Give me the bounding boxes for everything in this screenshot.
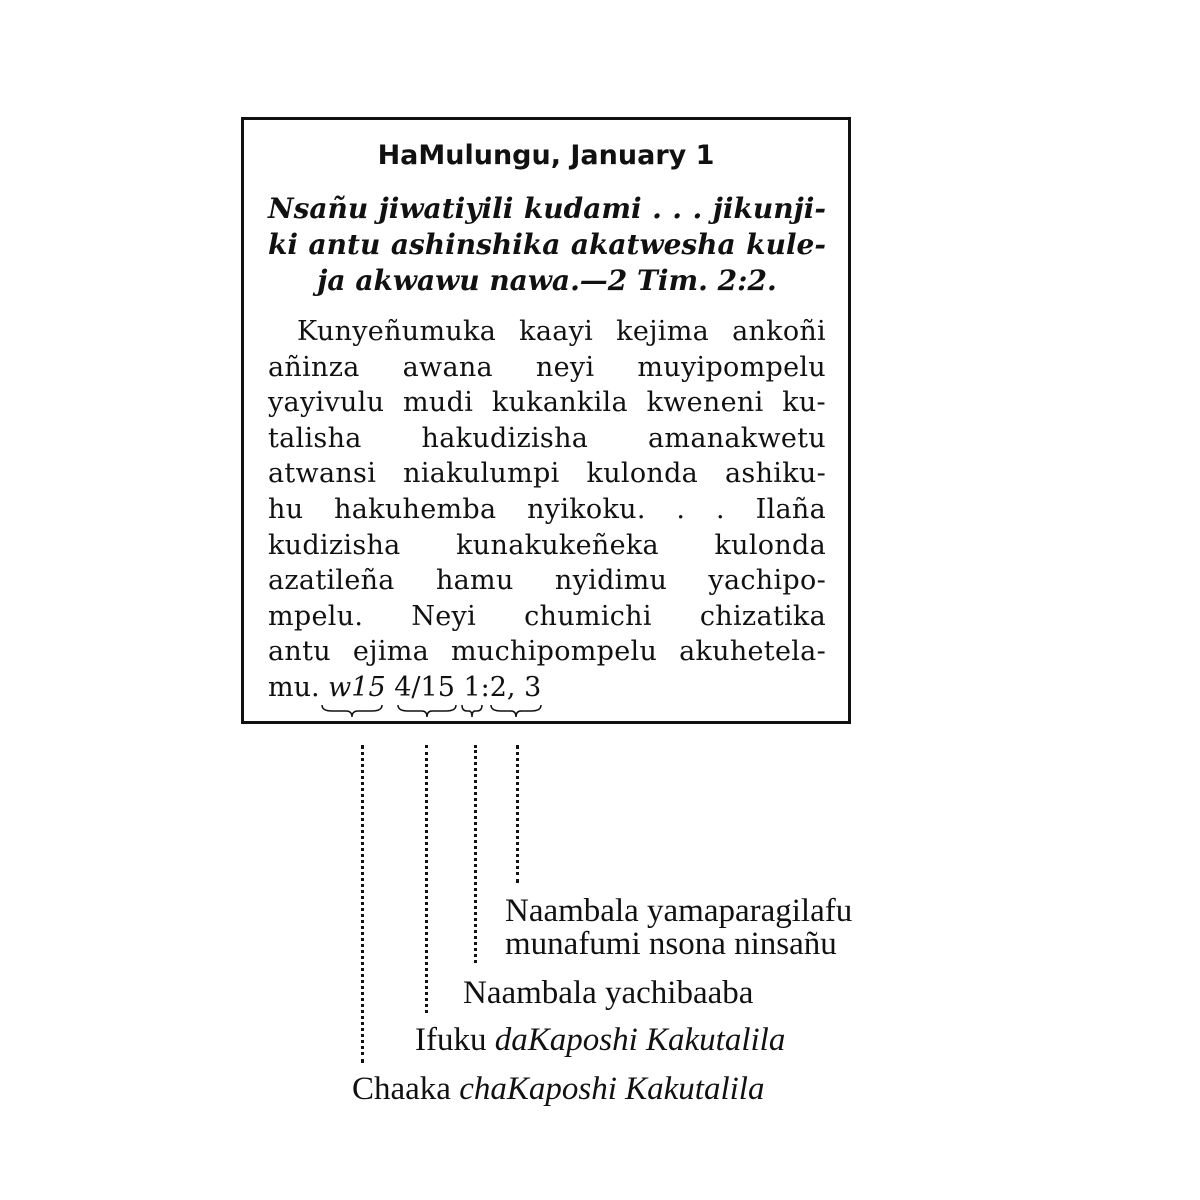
body-line: añinza awana neyi muyipompelu (268, 351, 826, 383)
verse-line: Nsañu jiwatiyili kudami . . . jikunji- (268, 192, 826, 225)
label-text: Ifuku (415, 1022, 487, 1058)
dotted-line-page (474, 745, 477, 963)
body-line: kudizisha kunakukeñeka kulonda (268, 529, 826, 561)
verse-line: ki antu ashinshika akatwesha kule- (268, 228, 826, 261)
body-line: hu hakuhemba nyikoku. . . Ilaña (268, 494, 826, 525)
body-line: azatileña hamu nyidimu yachipo- (268, 565, 826, 597)
dotted-line-year (361, 745, 364, 1063)
brace-publication (322, 705, 382, 717)
dotted-line-paragraphs (516, 745, 519, 883)
label-paragraphs: Naambala yamaparagilafu (505, 893, 853, 929)
label-page: Naambala yachibaaba (463, 975, 754, 1011)
label-text-italic: chaKaposhi Kakutalila (459, 1071, 765, 1107)
ref-publication: w15 (328, 672, 386, 703)
brace-article (462, 705, 482, 717)
label-text: Chaaka (352, 1071, 451, 1107)
date-heading: HaMulungu, January 1 (377, 140, 715, 171)
brace-paragraphs (491, 705, 541, 717)
body-line: atwansi niakulumpi kulonda ashiku- (268, 458, 826, 490)
verse-line: ja akwawu nawa.—2 Tim. 2:2. (317, 264, 777, 297)
body-line: antu ejima muchipompelu akuhetela- (268, 636, 826, 668)
dotted-line-issue (425, 745, 428, 1013)
brace-issue (398, 705, 456, 717)
label-paragraphs-2: munafumi nsona ninsañu (505, 926, 837, 962)
body-line: yayivulu mudi kukankila kweneni ku- (268, 387, 826, 419)
ref-issue: 4/15 (394, 672, 455, 703)
label-text-italic: daKaposhi Kakutalila (494, 1022, 786, 1058)
body-line: Kunyeñumuka kaayi kejima ankoñi (297, 316, 826, 347)
body-text: mu. (268, 672, 320, 703)
body-line: mpelu. Neyi chumichi chizatika (268, 600, 826, 632)
body-line: talisha hakudizisha amanakwetu (268, 422, 826, 454)
ref-article: 1: (463, 672, 490, 703)
label-year (352, 1071, 764, 1108)
ref-paragraphs: 2, 3 (489, 672, 542, 703)
label-issue (415, 1022, 785, 1059)
